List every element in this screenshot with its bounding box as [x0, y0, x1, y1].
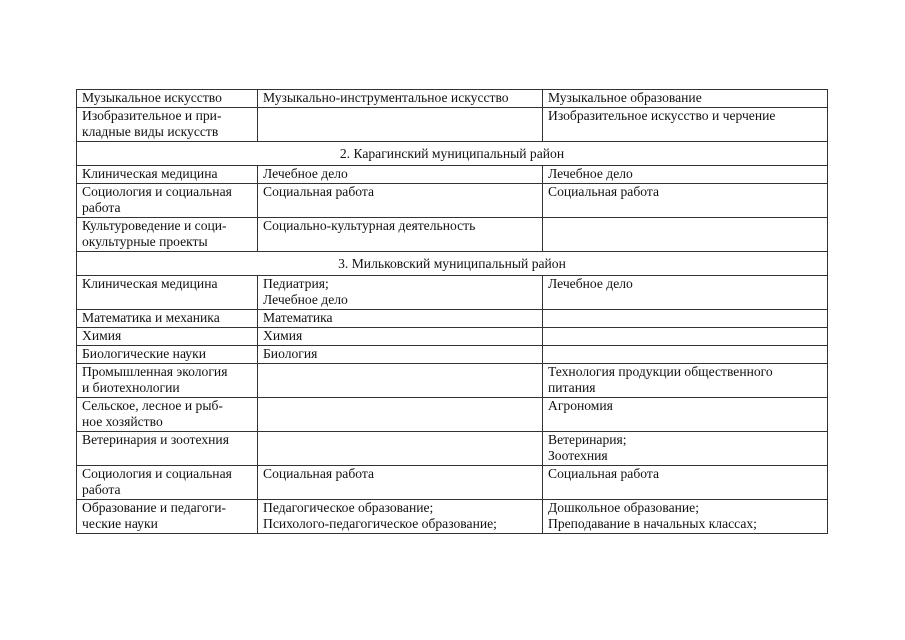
table-body: [77, 90, 828, 534]
table-row: [77, 398, 828, 432]
specialty-secondary-cell: [543, 328, 828, 346]
specialty-higher-cell: Социально-культурная деятельность: [258, 218, 543, 252]
specialty-higher-cell: Педагогическое образование; Психолого-педагогическое образование;: [258, 500, 543, 534]
field-cell: Сельское, лесное и рыб- ное хозяйство: [77, 398, 258, 432]
field-cell: Социология и социальная работа: [77, 184, 258, 218]
specialty-secondary-cell: [543, 310, 828, 328]
specialty-higher-cell: Музыкально-инструментальное искусство: [258, 90, 543, 108]
section-title: 2. Карагинский муниципальный район: [77, 142, 828, 166]
section-header-row: [77, 142, 828, 166]
specialty-higher-cell: [258, 432, 543, 466]
field-cell: Ветеринария и зоотехния: [77, 432, 258, 466]
specialty-secondary-cell: Музыкальное образование: [543, 90, 828, 108]
specialty-higher-cell: Педиатрия; Лечебное дело: [258, 276, 543, 310]
field-cell: Клиническая медицина: [77, 166, 258, 184]
specialty-secondary-cell: [543, 346, 828, 364]
table-row: [77, 346, 828, 364]
specialty-secondary-cell: Дошкольное образование; Преподавание в начальных классах;: [543, 500, 828, 534]
table-row: [77, 328, 828, 346]
table-row: [77, 432, 828, 466]
specialty-secondary-cell: Лечебное дело: [543, 166, 828, 184]
table-row: [77, 90, 828, 108]
field-cell: Музыкальное искусство: [77, 90, 258, 108]
field-cell: Изобразительное и при- кладные виды искусств: [77, 108, 258, 142]
specialty-secondary-cell: Технология продукции общественного питания: [543, 364, 828, 398]
field-cell: Социология и социальная работа: [77, 466, 258, 500]
field-cell: Клиническая медицина: [77, 276, 258, 310]
table-row: [77, 218, 828, 252]
specialty-higher-cell: [258, 398, 543, 432]
table-row: [77, 364, 828, 398]
specialty-higher-cell: Лечебное дело: [258, 166, 543, 184]
specialty-higher-cell: Социальная работа: [258, 184, 543, 218]
specialty-secondary-cell: Агрономия: [543, 398, 828, 432]
table-row: [77, 276, 828, 310]
specialty-higher-cell: Математика: [258, 310, 543, 328]
specialties-table: [76, 89, 828, 534]
specialty-higher-cell: Химия: [258, 328, 543, 346]
table-row: [77, 108, 828, 142]
specialty-secondary-cell: Социальная работа: [543, 466, 828, 500]
field-cell: Промышленная экология и биотехнологии: [77, 364, 258, 398]
specialty-secondary-cell: Социальная работа: [543, 184, 828, 218]
field-cell: Культуроведение и соци- окультурные проекты: [77, 218, 258, 252]
section-title: 3. Мильковский муниципальный район: [77, 252, 828, 276]
field-cell: Биологические науки: [77, 346, 258, 364]
table-row: [77, 184, 828, 218]
specialty-higher-cell: [258, 108, 543, 142]
specialty-higher-cell: Биология: [258, 346, 543, 364]
field-cell: Образование и педагоги- ческие науки: [77, 500, 258, 534]
table-row: [77, 500, 828, 534]
table-row: [77, 466, 828, 500]
table-row: [77, 166, 828, 184]
section-header-row: [77, 252, 828, 276]
field-cell: Математика и механика: [77, 310, 258, 328]
specialty-higher-cell: Социальная работа: [258, 466, 543, 500]
specialty-higher-cell: [258, 364, 543, 398]
field-cell: Химия: [77, 328, 258, 346]
specialty-secondary-cell: Ветеринария; Зоотехния: [543, 432, 828, 466]
specialty-secondary-cell: [543, 218, 828, 252]
table-row: [77, 310, 828, 328]
specialty-secondary-cell: Изобразительное искусство и черчение: [543, 108, 828, 142]
specialty-secondary-cell: Лечебное дело: [543, 276, 828, 310]
